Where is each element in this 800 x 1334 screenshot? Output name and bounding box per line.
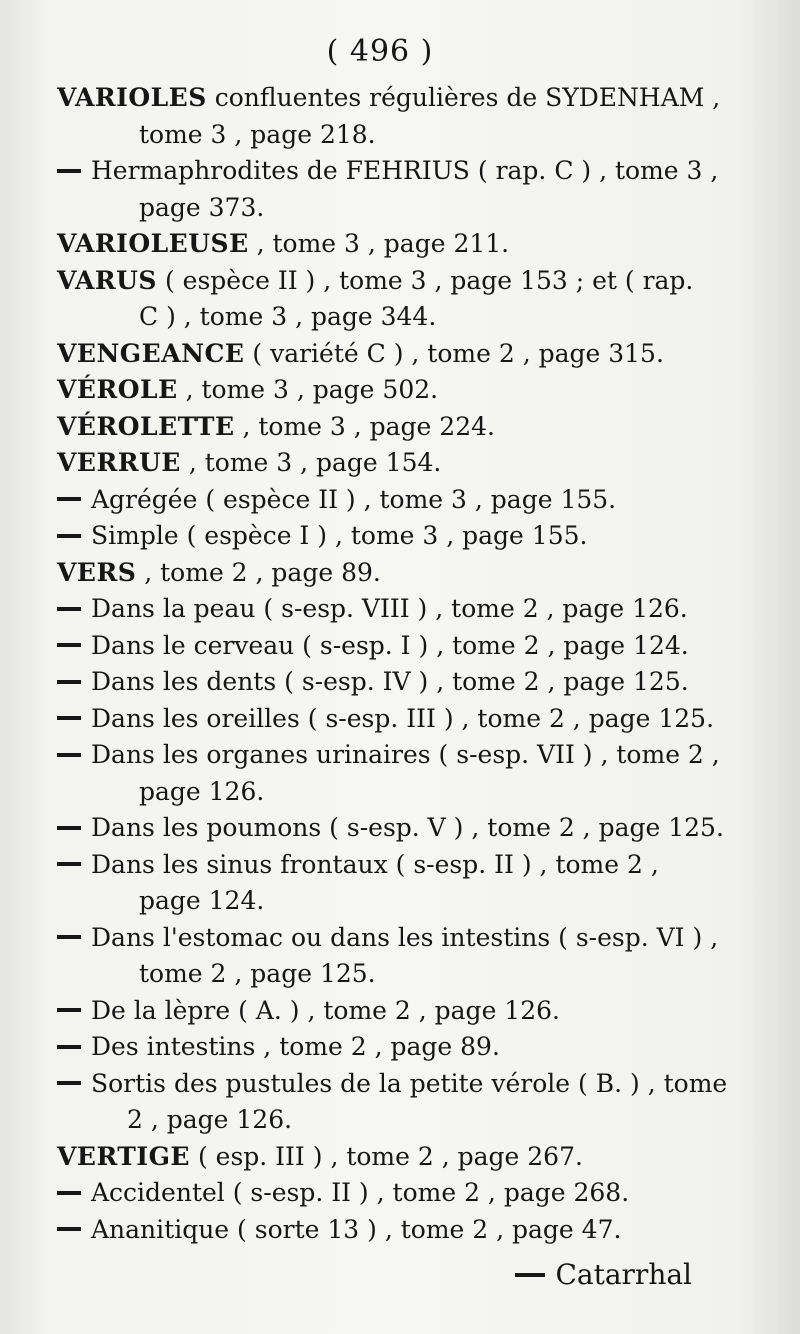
entry-text: confluentes régulières de SYDENHAM , — [206, 83, 721, 112]
dash-mark — [57, 153, 91, 190]
entry-text: Accidentel ( s-esp. II ) , tome 2 , page 268. — [91, 1178, 630, 1207]
index-line — [57, 664, 757, 701]
entry-text: De la lèpre ( A. ) , tome 2 , page 126. — [91, 995, 560, 1025]
index-line — [57, 774, 757, 811]
dash-mark — [57, 664, 91, 701]
entry-text: page 126. — [139, 776, 265, 806]
entry-text: Hermaphrodites de FEHRIUS ( rap. C ) , tome 3 , — [91, 156, 719, 185]
index-line — [57, 1066, 757, 1103]
index-line — [57, 883, 757, 920]
entry-text: Dans la peau ( s-esp. VIII ) , tome 2 , page 126. — [91, 594, 688, 623]
dash-mark — [57, 628, 91, 665]
index-line — [57, 226, 757, 263]
index-line — [57, 1102, 757, 1139]
entry-headword: VARUS — [57, 265, 157, 295]
entry-text: , tome 3 , page 224. — [234, 411, 495, 441]
index-line — [57, 920, 757, 957]
entry-text: Sortis des pustules de la petite vérole ( B. ) , tome — [91, 1068, 728, 1098]
entry-text: Ananitique ( sorte 13 ) , tome 2 , page 47. — [91, 1214, 622, 1244]
entry-text: tome 2 , page 125. — [139, 959, 376, 988]
dash-mark — [57, 1212, 91, 1249]
entry-text: 2 , page 126. — [127, 1105, 293, 1134]
index-line — [57, 701, 757, 738]
dash-mark — [57, 1029, 91, 1066]
index-line — [57, 518, 757, 555]
index-line — [57, 737, 757, 774]
index-line — [57, 190, 757, 227]
index-line — [57, 153, 757, 190]
dash-mark — [57, 920, 91, 957]
index-line — [57, 847, 757, 884]
entry-text: Dans les organes urinaires ( s-esp. VII ) , tome 2 , — [91, 740, 720, 769]
index-line — [57, 80, 757, 117]
index-line — [57, 956, 757, 993]
entry-headword: VENGEANCE — [57, 338, 245, 368]
entry-text: ( variété C ) , tome 2 , page 315. — [244, 338, 664, 368]
dash-mark — [57, 482, 91, 519]
index-line — [57, 409, 757, 446]
index-entries — [57, 80, 757, 1248]
entry-headword: VERS — [57, 557, 137, 587]
index-line — [57, 1175, 757, 1212]
entry-text: , tome 2 , page 89. — [136, 557, 381, 587]
entry-text: tome 3 , page 218. — [139, 119, 376, 149]
entry-text: Dans les dents ( s-esp. IV ) , tome 2 , page 125. — [91, 667, 689, 696]
entry-headword: VÉROLETTE — [57, 411, 235, 441]
index-line — [57, 628, 757, 665]
entry-text: Dans les oreilles ( s-esp. III ) , tome 2 , page 125. — [91, 703, 715, 733]
entry-text: Dans l'estomac ou dans les intestins ( s-esp. VI ) , — [91, 922, 719, 952]
dash-mark — [57, 737, 91, 774]
entry-text: page 373. — [139, 192, 265, 222]
entry-text: , tome 3 , page 154. — [180, 448, 442, 477]
dash-mark — [57, 701, 91, 738]
dash-mark — [57, 810, 91, 847]
page-number: ( 496 ) — [326, 34, 434, 69]
index-line — [57, 482, 757, 519]
dash-mark — [515, 1258, 555, 1291]
index-line — [57, 810, 757, 847]
entry-headword: VERTIGE — [57, 1141, 190, 1171]
dash-mark — [57, 1066, 91, 1103]
index-line — [57, 263, 757, 300]
entry-headword: VARIOLEUSE — [57, 229, 249, 258]
dash-mark — [57, 993, 91, 1030]
entry-text: , tome 3 , page 211. — [248, 229, 510, 258]
dash-mark — [57, 518, 91, 555]
entry-headword: VERRUE — [57, 448, 181, 477]
entry-text: Dans les poumons ( s-esp. V ) , tome 2 , page 125. — [91, 813, 724, 842]
entry-text: C ) , tome 3 , page 344. — [139, 302, 437, 331]
index-line — [57, 445, 757, 482]
entry-text: Des intestins , tome 2 , page 89. — [91, 1032, 500, 1061]
catchword — [515, 1258, 692, 1291]
entry-headword: VARIOLES — [57, 83, 207, 112]
entry-text: Dans le cerveau ( s-esp. I ) , tome 2 , page 124. — [91, 630, 689, 660]
index-line — [57, 336, 757, 373]
dash-mark — [57, 591, 91, 628]
index-line — [57, 372, 757, 409]
dash-mark — [57, 847, 91, 884]
index-line — [57, 1212, 757, 1249]
entry-text: , tome 3 , page 502. — [177, 375, 439, 404]
entry-text: page 124. — [139, 886, 265, 915]
dash-mark — [57, 1175, 91, 1212]
index-line — [57, 1029, 757, 1066]
index-line — [57, 117, 757, 154]
index-line — [57, 993, 757, 1030]
index-line — [57, 591, 757, 628]
index-line — [57, 555, 757, 592]
entry-text: Simple ( espèce I ) , tome 3 , page 155. — [91, 521, 588, 550]
entry-text: Agrégée ( espèce II ) , tome 3 , page 155. — [91, 484, 617, 514]
entry-text: ( espèce II ) , tome 3 , page 153 ; et ( rap. — [157, 265, 694, 295]
entry-text: Dans les sinus frontaux ( s-esp. II ) , tome 2 , — [91, 849, 659, 879]
entry-text: ( esp. III ) , tome 2 , page 267. — [190, 1141, 583, 1171]
index-line — [57, 1139, 757, 1176]
entry-headword: VÉROLE — [57, 375, 178, 404]
index-line — [57, 299, 757, 336]
catchword-text: Catarrhal — [555, 1258, 692, 1291]
